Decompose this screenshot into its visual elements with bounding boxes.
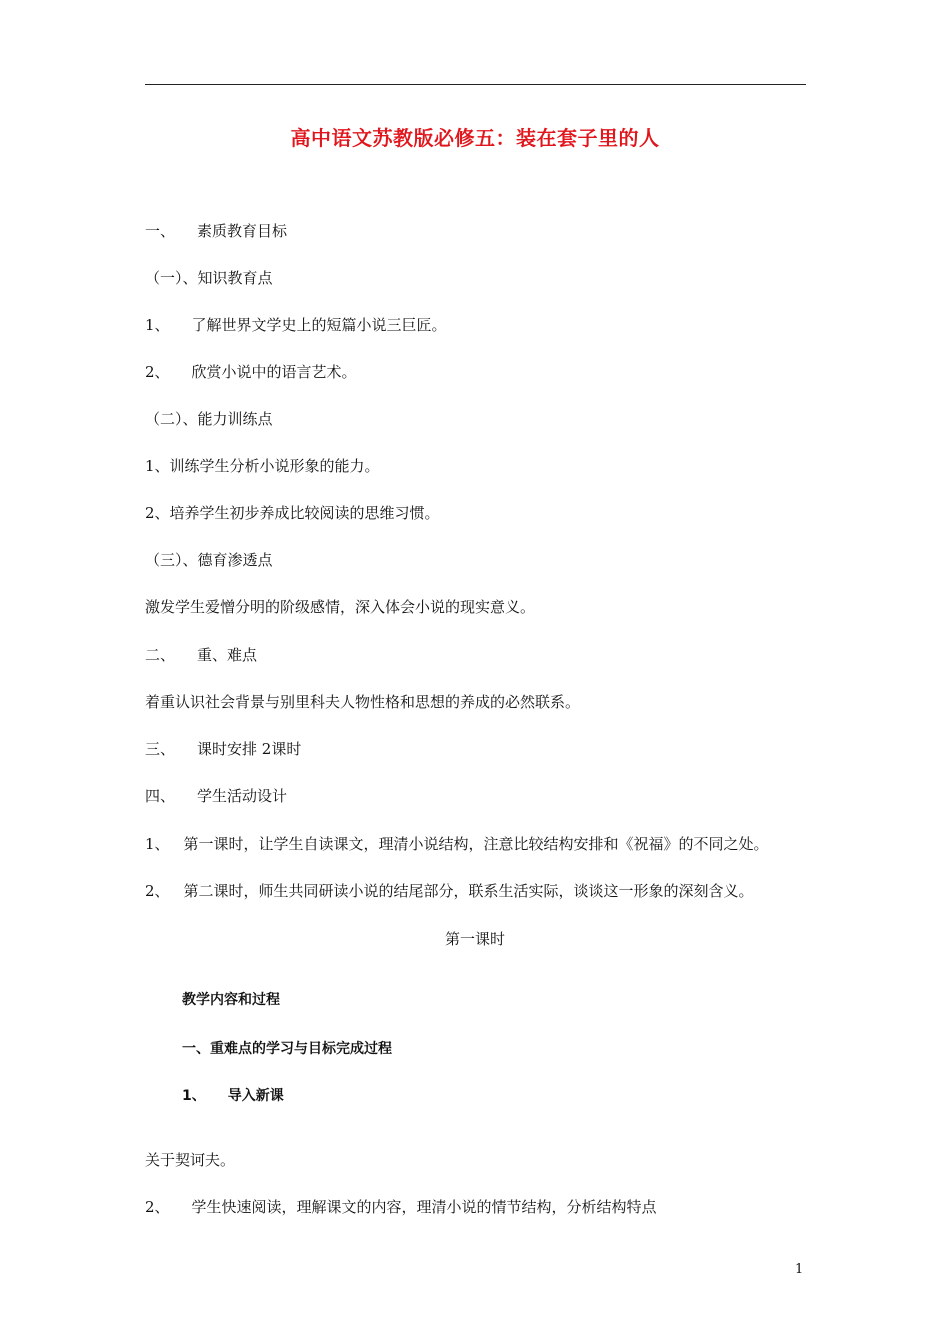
list-item (145, 645, 257, 665)
page-number: 1 (795, 1262, 804, 1277)
item-number: 二、 (145, 646, 176, 664)
list-item (145, 550, 273, 570)
item-number: 1、 (145, 835, 170, 853)
list-item (145, 409, 273, 429)
list-item (145, 362, 357, 382)
subsection-heading: 一、重难点的学习与目标完成过程 (182, 1041, 392, 1057)
item-text: 了解世界文学史上的短篇小说三巨匠。 (191, 316, 447, 334)
item-text: 导入新课 (227, 1088, 284, 1104)
step-heading (182, 1086, 284, 1106)
item-text: （二）、能力训练点 (145, 410, 273, 428)
item-text: 第一课时，让学生自读课文，理清小说结构，注意比较结构安排和《祝福》的不同之处。 (183, 835, 769, 853)
list-item (145, 739, 301, 759)
item-text: 着重认识社会背景与别里科夫人物性格和思想的养成的必然联系。 (145, 693, 581, 711)
header-rule (145, 84, 806, 85)
lesson-heading: 第一课时 (444, 930, 505, 948)
item-number: 1、 (182, 1088, 206, 1104)
list-item (145, 881, 754, 901)
item-text: 激发学生爱憎分明的阶级感情，深入体会小说的现实意义。 (145, 598, 536, 616)
item-text: 素质教育目标 (197, 222, 288, 240)
list-item (145, 1197, 657, 1217)
item-text: 1、训练学生分析小说形象的能力。 (145, 457, 380, 475)
item-number: 2、 (145, 882, 170, 900)
item-text: （一）、知识教育点 (145, 269, 273, 287)
list-item (145, 597, 535, 617)
item-number: 1、 (145, 316, 170, 334)
item-text: 学生快速阅读，理解课文的内容，理清小说的情节结构，分析结构特点 (191, 1198, 657, 1216)
item-text: 欣赏小说中的语言艺术。 (191, 363, 357, 381)
item-text: 重、难点 (197, 646, 258, 664)
list-item (145, 315, 447, 335)
item-text: 2、培养学生初步养成比较阅读的思维习惯。 (145, 504, 440, 522)
item-text: （三）、德育渗透点 (145, 551, 273, 569)
item-number: 一、 (145, 222, 176, 240)
list-item (145, 834, 769, 854)
list-item (145, 268, 273, 288)
document-title: 高中语文苏教版必修五：装在套子里的人 (290, 126, 660, 150)
item-text: 课时安排 2课时 (197, 740, 302, 758)
list-item (145, 503, 440, 523)
item-number: 四、 (145, 787, 176, 805)
paragraph: 关于契诃夫。 (145, 1151, 236, 1169)
list-item (145, 456, 380, 476)
item-text: 学生活动设计 (197, 787, 288, 805)
item-number: 2、 (145, 363, 170, 381)
item-number: 三、 (145, 740, 176, 758)
list-item (145, 221, 287, 241)
item-number: 2、 (145, 1198, 170, 1216)
item-text: 第二课时，师生共同研读小说的结尾部分，联系生活实际，谈谈这一形象的深刻含义。 (183, 882, 754, 900)
section-heading: 教学内容和过程 (182, 992, 280, 1008)
list-item (145, 786, 287, 806)
list-item (145, 692, 580, 712)
